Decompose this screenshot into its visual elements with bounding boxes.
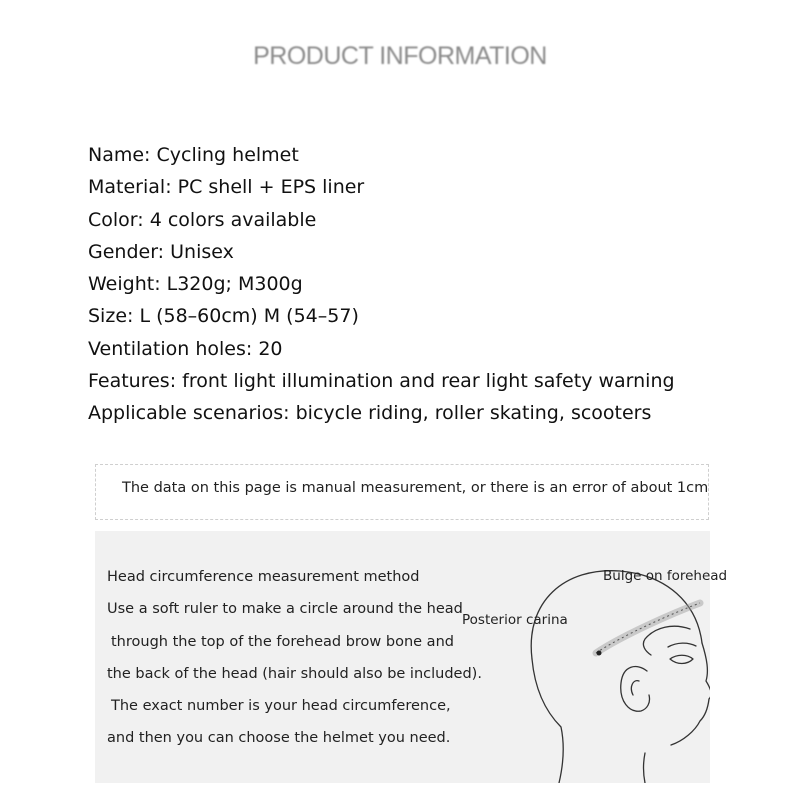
spec-list: [88, 139, 675, 430]
spec-scenarios: Applicable scenarios: bicycle riding, roller skating, scooters: [88, 402, 652, 425]
spec-gender: Gender: Unisex: [88, 240, 234, 263]
posterior-marker-icon: [597, 651, 602, 656]
eye-outline: [670, 655, 693, 663]
spec-size: Size: L (58–60cm) M (54–57): [88, 305, 359, 328]
measurement-step: the back of the head (hair should also be included).: [107, 665, 482, 682]
spec-material: Material: PC shell + EPS liner: [88, 176, 365, 199]
spec-weight: Weight: L320g; M300g: [88, 273, 303, 296]
page-title: PRODUCT INFORMATION: [253, 42, 547, 70]
ear-outline: [621, 667, 650, 712]
measurement-step: through the top of the forehead brow bone and: [111, 633, 454, 650]
measurement-note-box: [95, 464, 709, 520]
label-posterior-carina: Posterior carina: [462, 612, 568, 628]
spec-features: Features: front light illumination and rear light safety warning: [88, 370, 675, 393]
label-bulge-forehead: Bulge on forehead: [603, 568, 728, 584]
measurement-step: and then you can choose the helmet you need.: [107, 730, 451, 747]
measurement-note-text: The data on this page is manual measurement, or there is an error of about 1cm: [122, 480, 709, 496]
measurement-step: Use a soft ruler to make a circle around the head: [107, 601, 463, 618]
spec-name: Name: Cycling helmet: [88, 144, 299, 166]
measurement-instructions: [107, 561, 482, 755]
measurement-title: Head circumference measurement method: [107, 569, 420, 585]
spec-color: Color: 4 colors available: [88, 208, 317, 231]
neck-outline: [532, 659, 563, 783]
measurement-step: The exact number is your head circumference,: [111, 698, 451, 715]
measurement-panel: [95, 531, 728, 783]
spec-ventilation: Ventilation holes: 20: [88, 337, 283, 360]
face-profile: [671, 643, 710, 745]
